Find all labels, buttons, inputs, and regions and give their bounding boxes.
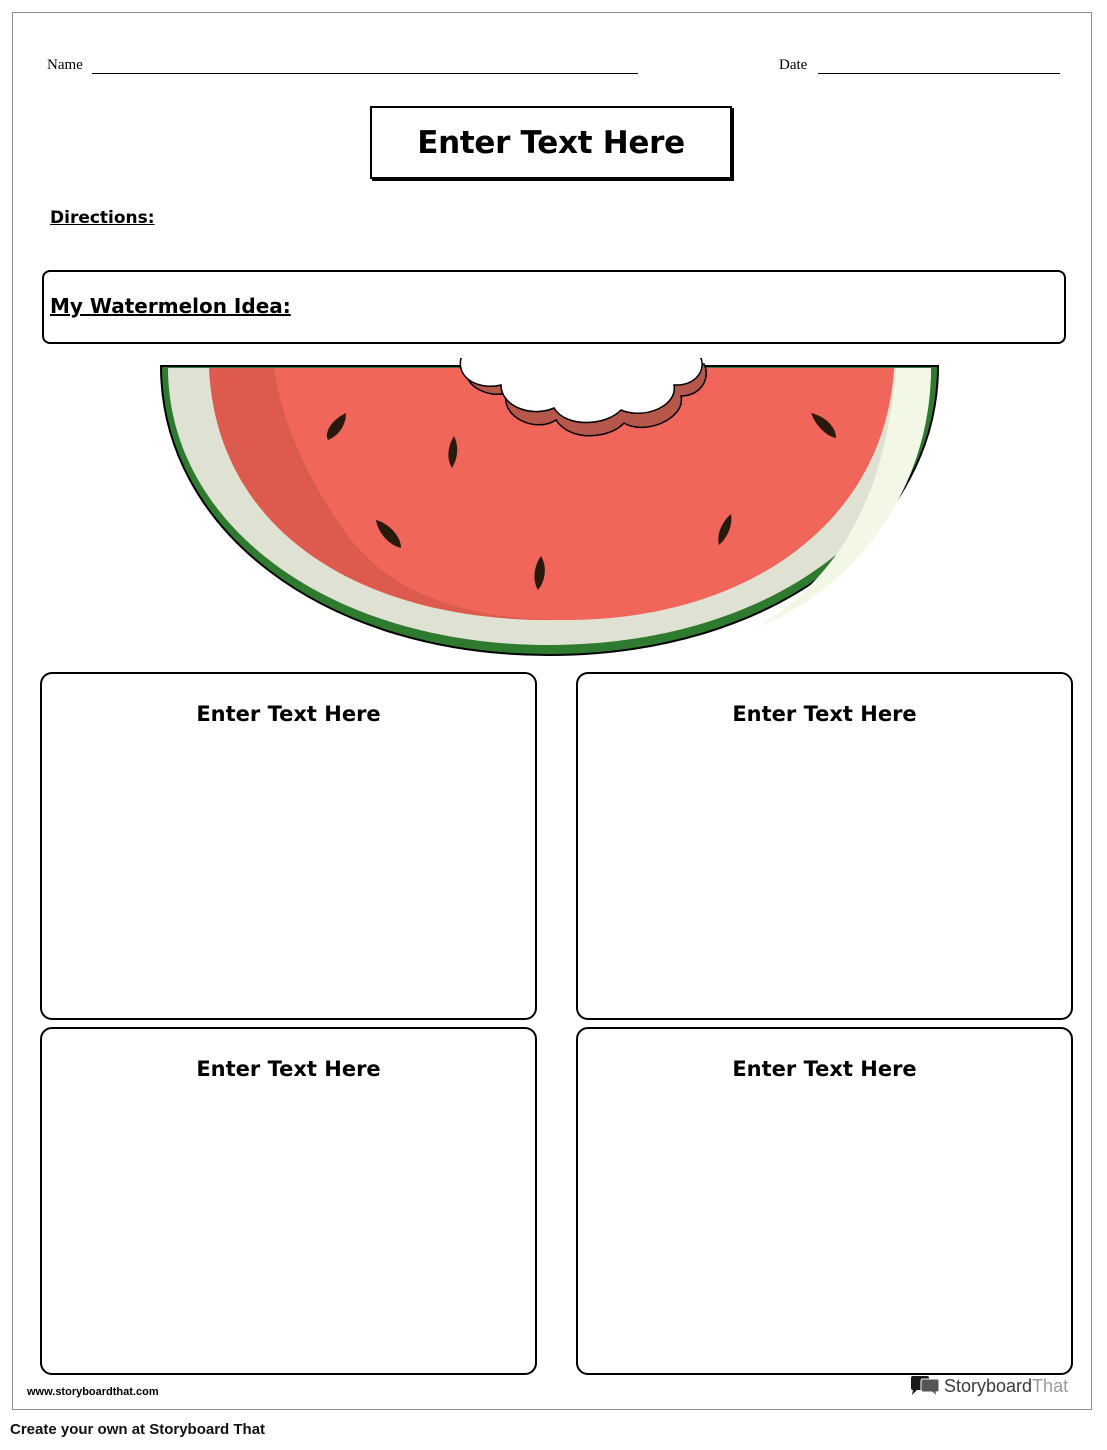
panel-title: Enter Text Here bbox=[196, 1057, 381, 1081]
footer-url[interactable]: www.storyboardthat.com bbox=[27, 1386, 159, 1398]
panel-bottom-right[interactable] bbox=[576, 1027, 1073, 1375]
panel-title: Enter Text Here bbox=[196, 702, 381, 726]
panel-top-right[interactable] bbox=[576, 672, 1073, 1020]
idea-box[interactable] bbox=[42, 270, 1066, 344]
panel-title: Enter Text Here bbox=[732, 702, 917, 726]
title-box[interactable] bbox=[370, 106, 732, 179]
panel-top-left[interactable] bbox=[40, 672, 537, 1020]
date-label: Date bbox=[779, 57, 808, 73]
storyboard-that-logo[interactable] bbox=[909, 1375, 1068, 1397]
panel-title: Enter Text Here bbox=[732, 1057, 917, 1081]
date-line[interactable] bbox=[818, 73, 1060, 74]
name-label: Name bbox=[47, 57, 83, 73]
brand-main: Storyboard bbox=[944, 1375, 1033, 1396]
watermelon-illustration bbox=[156, 358, 946, 663]
storyboard-that-logo-icon bbox=[909, 1375, 941, 1397]
create-your-own-link[interactable]: Create your own at Storyboard That bbox=[10, 1421, 266, 1438]
worksheet-page bbox=[12, 12, 1092, 1410]
brand-accent: That bbox=[1032, 1375, 1069, 1396]
name-line[interactable] bbox=[92, 73, 638, 74]
directions-label: Directions: bbox=[50, 208, 155, 228]
panel-bottom-left[interactable] bbox=[40, 1027, 537, 1375]
idea-label: My Watermelon Idea: bbox=[50, 294, 291, 318]
title-text: Enter Text Here bbox=[417, 124, 685, 161]
brand-name bbox=[944, 1376, 1068, 1397]
